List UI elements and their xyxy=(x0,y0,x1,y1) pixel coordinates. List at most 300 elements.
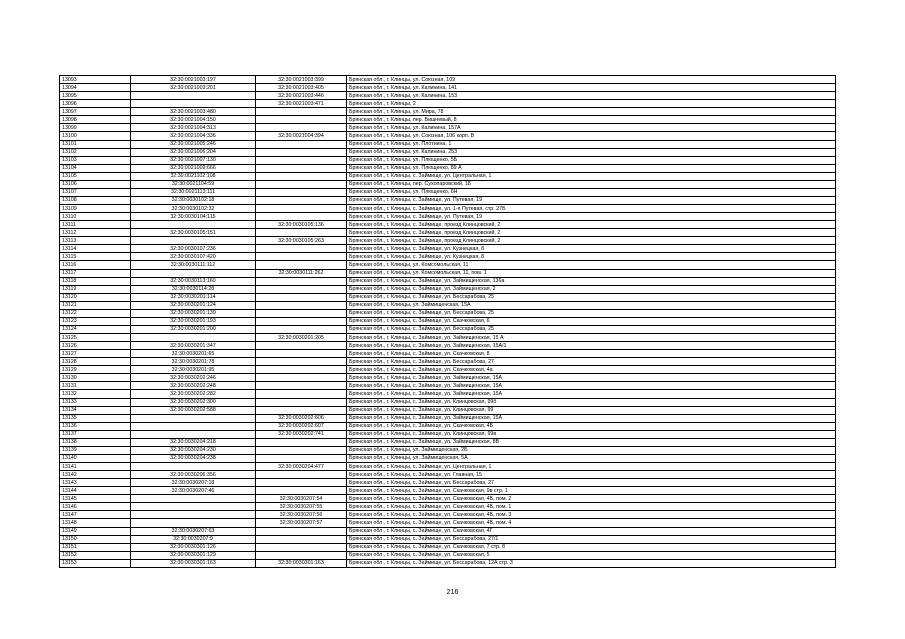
address-cell: Брянская обл., г. Клинцы, ул. Займищенская, 2Б xyxy=(347,446,836,454)
land-cadastral-cell: 32:30:0021004:313 xyxy=(131,124,256,132)
row-number-cell: 13133 xyxy=(60,398,131,406)
land-cadastral-cell: 32:30:0021009:666 xyxy=(131,164,256,172)
address-cell: Брянская обл., г. Клинцы, с. Займище, ул. 1-я Путевая, стр. 27Б xyxy=(347,205,836,213)
land-cadastral-cell xyxy=(131,269,256,277)
row-number-cell: 13146 xyxy=(60,503,131,511)
row-number-cell: 13104 xyxy=(60,164,131,172)
building-cadastral-cell: 32:30:0030204:477 xyxy=(256,463,347,471)
table-row xyxy=(60,108,836,116)
building-cadastral-cell xyxy=(256,309,347,317)
table-row xyxy=(60,156,836,164)
row-number-cell: 13107 xyxy=(60,188,131,196)
land-cadastral-cell xyxy=(131,430,256,438)
address-cell: Брянская обл., г. Клинцы, с. Займище, ул. Займищенская, 15А xyxy=(347,414,836,422)
building-cadastral-cell xyxy=(256,406,347,414)
table-row xyxy=(60,180,836,188)
building-cadastral-cell xyxy=(256,116,347,124)
table-row xyxy=(60,221,836,229)
row-number-cell: 13093 xyxy=(60,76,131,84)
land-cadastral-cell: 32:30:0030207:18 xyxy=(131,479,256,487)
address-cell: Брянская обл., г. Клинцы, ул. Союзная, 109 xyxy=(347,76,836,84)
row-number-cell: 13125 xyxy=(60,334,131,342)
row-number-cell: 13144 xyxy=(60,487,131,495)
land-cadastral-cell: 32:30:0021104:59 xyxy=(131,180,256,188)
table-row xyxy=(60,479,836,487)
table-row xyxy=(60,213,836,221)
address-cell: Брянская обл., г. Клинцы, с. Займище, ул. Бессарабова, 12А стр. 3 xyxy=(347,559,836,567)
row-number-cell: 13113 xyxy=(60,237,131,245)
building-cadastral-cell xyxy=(256,366,347,374)
address-cell: Брянская обл., г. Клинцы, с. Займище, проезд Клинцовский, 2 xyxy=(347,237,836,245)
address-cell: Брянская обл., г. Клинцы, ул. Калинина, 141 xyxy=(347,84,836,92)
building-cadastral-cell: 32:30:0030111:262 xyxy=(256,269,347,277)
building-cadastral-cell: 32:30:0021003:399 xyxy=(256,76,347,84)
building-cadastral-cell xyxy=(256,164,347,172)
address-cell: Брянская обл., г. Клинцы, ул. Калинина, 157А xyxy=(347,124,836,132)
address-cell: Брянская обл., г. Клинцы, с. Займище, ул. Займищенская, 15 А xyxy=(347,334,836,342)
land-cadastral-cell: 32:30:0021003:201 xyxy=(131,84,256,92)
table-row xyxy=(60,358,836,366)
row-number-cell: 13128 xyxy=(60,358,131,366)
address-cell: Брянская обл., г. Клинцы, с. Займище, ул. Скачковская, 4а xyxy=(347,366,836,374)
table-row xyxy=(60,245,836,253)
row-number-cell: 13114 xyxy=(60,245,131,253)
building-cadastral-cell xyxy=(256,350,347,358)
row-number-cell: 13119 xyxy=(60,285,131,293)
row-number-cell: 13101 xyxy=(60,140,131,148)
address-cell: Брянская обл., г. Клинцы, с. Займище, проезд Клинцовский, 2 xyxy=(347,229,836,237)
land-cadastral-cell: 32:30:0030202:248 xyxy=(131,382,256,390)
row-number-cell: 13117 xyxy=(60,269,131,277)
address-cell: Брянская обл., г. Клинцы, с. Займище, ул. Скачковская, 9в стр. 1 xyxy=(347,487,836,495)
land-cadastral-cell: 32:30:0030201:193 xyxy=(131,317,256,325)
row-number-cell: 13112 xyxy=(60,229,131,237)
table-row xyxy=(60,422,836,430)
table-row xyxy=(60,487,836,495)
building-cadastral-cell: 32:30:0030207:56 xyxy=(256,511,347,519)
land-cadastral-cell xyxy=(131,237,256,245)
row-number-cell: 13124 xyxy=(60,325,131,333)
table-row xyxy=(60,205,836,213)
row-number-cell: 13131 xyxy=(60,382,131,390)
building-cadastral-cell xyxy=(256,253,347,261)
row-number-cell: 13132 xyxy=(60,390,131,398)
building-cadastral-cell xyxy=(256,213,347,221)
table-row xyxy=(60,269,836,277)
address-cell: Брянская обл., г. Клинцы, с. Займище, ул. Скачковская, 7 стр. 8 xyxy=(347,543,836,551)
land-cadastral-cell: 32:30:0030105:151 xyxy=(131,229,256,237)
row-number-cell: 13109 xyxy=(60,205,131,213)
row-number-cell: 13103 xyxy=(60,156,131,164)
building-cadastral-cell: 32:30:0030105:136 xyxy=(256,221,347,229)
table-row xyxy=(60,342,836,350)
row-number-cell: 13139 xyxy=(60,446,131,454)
building-cadastral-cell xyxy=(256,293,347,301)
land-cadastral-cell: 32:30:0021003:480 xyxy=(131,108,256,116)
table-row xyxy=(60,463,836,471)
table-row xyxy=(60,229,836,237)
building-cadastral-cell: 32:30:0021003:405 xyxy=(256,84,347,92)
row-number-cell: 13134 xyxy=(60,406,131,414)
building-cadastral-cell xyxy=(256,487,347,495)
land-cadastral-cell xyxy=(131,334,256,342)
building-cadastral-cell: 32:30:0030207:54 xyxy=(256,495,347,503)
address-cell: Брянская обл., г. Клинцы, ул. Союзная, 106 корп. В xyxy=(347,132,836,140)
land-cadastral-cell: 32:30:0030201:124 xyxy=(131,301,256,309)
address-cell: Брянская обл., г. Клинцы, с. Займище, ул. Скачковская, 6 xyxy=(347,317,836,325)
land-cadastral-cell xyxy=(131,503,256,511)
building-cadastral-cell xyxy=(256,205,347,213)
table-row xyxy=(60,124,836,132)
row-number-cell: 13098 xyxy=(60,116,131,124)
table-row xyxy=(60,261,836,269)
land-cadastral-cell: 32:30:0030111:112 xyxy=(131,261,256,269)
address-cell: Брянская обл., г. Клинцы, ул. Калинина, 153 xyxy=(347,92,836,100)
row-number-cell: 13096 xyxy=(60,100,131,108)
address-cell: Брянская обл., г. Клинцы, с. Займище, ул. Клинцовская, 99б xyxy=(347,398,836,406)
land-cadastral-cell: 32:30:0021006:204 xyxy=(131,148,256,156)
land-cadastral-cell: 32:30:0030201:139 xyxy=(131,309,256,317)
table-row xyxy=(60,559,836,567)
address-cell: Брянская обл., г. Клинцы, ул. Комсомольская, 11 xyxy=(347,261,836,269)
table-row xyxy=(60,382,836,390)
table-row xyxy=(60,116,836,124)
table-row xyxy=(60,140,836,148)
row-number-cell: 13097 xyxy=(60,108,131,116)
row-number-cell: 13122 xyxy=(60,309,131,317)
land-cadastral-cell xyxy=(131,422,256,430)
address-cell: Брянская обл., г. Клинцы, с. Займище, ул. Кузнецкая, 8 xyxy=(347,245,836,253)
land-cadastral-cell: 32:30:0030201:95 xyxy=(131,366,256,374)
table-row xyxy=(60,495,836,503)
address-cell: Брянская обл., г. Клинцы, с. Займище, ул. Бессарабова, 25 xyxy=(347,309,836,317)
building-cadastral-cell xyxy=(256,382,347,390)
building-cadastral-cell xyxy=(256,285,347,293)
row-number-cell: 13105 xyxy=(60,172,131,180)
row-number-cell: 13123 xyxy=(60,317,131,325)
building-cadastral-cell xyxy=(256,229,347,237)
table-row xyxy=(60,196,836,204)
land-cadastral-cell: 32:30:0030207:46 xyxy=(131,487,256,495)
row-number-cell: 13121 xyxy=(60,301,131,309)
building-cadastral-cell: 32:30:0030105:263 xyxy=(256,237,347,245)
building-cadastral-cell xyxy=(256,108,347,116)
address-cell: Брянская обл., г. Клинцы, с. Займище, проезд Клинцовский, 2 xyxy=(347,221,836,229)
building-cadastral-cell xyxy=(256,180,347,188)
building-cadastral-cell xyxy=(256,471,347,479)
building-cadastral-cell xyxy=(256,196,347,204)
table-row xyxy=(60,301,836,309)
land-cadastral-cell: 32:30:0030201:65 xyxy=(131,350,256,358)
building-cadastral-cell xyxy=(256,527,347,535)
land-cadastral-cell: 32:30:0030301:126 xyxy=(131,543,256,551)
land-cadastral-cell: 32:30:0030201:78 xyxy=(131,358,256,366)
building-cadastral-cell xyxy=(256,454,347,462)
address-cell: Брянская обл., г. Клинцы, с. Займище, ул. Скачковская, 4Б, пом. 1 xyxy=(347,503,836,511)
table-row xyxy=(60,519,836,527)
row-number-cell: 13094 xyxy=(60,84,131,92)
address-cell: Брянская обл., г. Клинцы, с. Займище, ул. Бессарабова, 27 xyxy=(347,479,836,487)
row-number-cell: 13137 xyxy=(60,430,131,438)
address-cell: Брянская обл., г. Клинцы, с. Займище, ул. Скачковская, 4Г xyxy=(347,527,836,535)
table-row xyxy=(60,438,836,446)
address-cell: Брянская обл., г. Клинцы, с. Займище, ул. Бессарабова, 25 xyxy=(347,293,836,301)
address-cell: Брянская обл., г. Клинцы, ул. Плющенко, 5Б xyxy=(347,156,836,164)
land-cadastral-cell xyxy=(131,92,256,100)
row-number-cell: 13153 xyxy=(60,559,131,567)
table-row xyxy=(60,164,836,172)
land-cadastral-cell: 32:30:0030113:160 xyxy=(131,277,256,285)
building-cadastral-cell: 32:30:0021003:446 xyxy=(256,92,347,100)
address-cell: Брянская обл., г. Клинцы, с. Займище, ул. Займищенская, 8В xyxy=(347,438,836,446)
building-cadastral-cell: 32:30:0030207:57 xyxy=(256,519,347,527)
table-row xyxy=(60,188,836,196)
land-cadastral-cell: 32:30:0030102:32 xyxy=(131,205,256,213)
land-cadastral-cell: 32:30:0030207:9 xyxy=(131,535,256,543)
address-cell: Брянская обл., г. Клинцы, с. Займище, ул. Скачковская, 8 xyxy=(347,350,836,358)
row-number-cell: 13145 xyxy=(60,495,131,503)
address-cell: Брянская обл., г. Клинцы, с. Займище, ул. Скачковская, 4Б, пом. 3 xyxy=(347,511,836,519)
address-cell: Брянская обл., г. Клинцы, с. Займище, ул. Скачковская, 4Б, пом. 2 xyxy=(347,495,836,503)
building-cadastral-cell xyxy=(256,543,347,551)
row-number-cell: 13111 xyxy=(60,221,131,229)
address-cell: Брянская обл., г. Клинцы, с. Займище, ул. Скачковская, 4Б, пом. 4 xyxy=(347,519,836,527)
building-cadastral-cell xyxy=(256,325,347,333)
table-row xyxy=(60,398,836,406)
land-cadastral-cell: 32:30:0030204:218 xyxy=(131,438,256,446)
building-cadastral-cell: 32:30:0030202:607 xyxy=(256,422,347,430)
row-number-cell: 13100 xyxy=(60,132,131,140)
building-cadastral-cell xyxy=(256,438,347,446)
table-row xyxy=(60,414,836,422)
address-cell: Брянская обл., г. Клинцы, с. Займище, ул. Центральная, 1 xyxy=(347,463,836,471)
row-number-cell: 13138 xyxy=(60,438,131,446)
table-row xyxy=(60,92,836,100)
table-row xyxy=(60,366,836,374)
row-number-cell: 13150 xyxy=(60,535,131,543)
row-number-cell: 13143 xyxy=(60,479,131,487)
table-row xyxy=(60,551,836,559)
address-cell: Брянская обл., г. Клинцы, 2 xyxy=(347,100,836,108)
building-cadastral-cell xyxy=(256,156,347,164)
table-row xyxy=(60,325,836,333)
building-cadastral-cell xyxy=(256,479,347,487)
table-row xyxy=(60,454,836,462)
table-row xyxy=(60,148,836,156)
address-cell: Брянская обл., г. Клинцы, с. Займище, ул. Скачковская, 5 xyxy=(347,551,836,559)
address-cell: Брянская обл., г. Клинцы, с. Займище, ул. Кузнецкая, 8 xyxy=(347,253,836,261)
building-cadastral-cell: 32:30:0030207:55 xyxy=(256,503,347,511)
row-number-cell: 13116 xyxy=(60,261,131,269)
row-number-cell: 13149 xyxy=(60,527,131,535)
building-cadastral-cell xyxy=(256,301,347,309)
address-cell: Брянская обл., г. Клинцы, с. Займище, ул. Бессарабова, 27 xyxy=(347,358,836,366)
table-row xyxy=(60,317,836,325)
address-cell: Брянская обл., г. Клинцы, с. Займище, ул. Займищенская, 2 xyxy=(347,285,836,293)
address-cell: Брянская обл., г. Клинцы, с. Займище, ул. Бессарабова, 27/1 xyxy=(347,535,836,543)
row-number-cell: 13130 xyxy=(60,374,131,382)
building-cadastral-cell xyxy=(256,317,347,325)
building-cadastral-cell xyxy=(256,277,347,285)
building-cadastral-cell xyxy=(256,140,347,148)
land-cadastral-cell: 32:30:0021003:197 xyxy=(131,76,256,84)
row-number-cell: 13127 xyxy=(60,350,131,358)
table-row xyxy=(60,471,836,479)
address-cell: Брянская обл., г. Клинцы, с. Займище, ул. Путевая, 19 xyxy=(347,213,836,221)
address-cell: Брянская обл., г. Клинцы, ул. Займищенская, 15А xyxy=(347,301,836,309)
land-cadastral-cell xyxy=(131,414,256,422)
land-cadastral-cell xyxy=(131,463,256,471)
land-cadastral-cell: 32:30:0030206:356 xyxy=(131,471,256,479)
land-cadastral-cell: 32:30:0021102:108 xyxy=(131,172,256,180)
land-cadastral-cell xyxy=(131,100,256,108)
table-row xyxy=(60,285,836,293)
building-cadastral-cell: 32:30:0030301:163 xyxy=(256,559,347,567)
building-cadastral-cell xyxy=(256,446,347,454)
row-number-cell: 13126 xyxy=(60,342,131,350)
land-cadastral-cell: 32:30:0030202:246 xyxy=(131,374,256,382)
table-row xyxy=(60,277,836,285)
land-cadastral-cell: 32:30:0030301:129 xyxy=(131,551,256,559)
row-number-cell: 13141 xyxy=(60,463,131,471)
land-cadastral-cell xyxy=(131,495,256,503)
land-cadastral-cell xyxy=(131,221,256,229)
table-row xyxy=(60,543,836,551)
address-cell: Брянская обл., г. Клинцы, с. Займище, ул. Главная, 15 xyxy=(347,471,836,479)
building-cadastral-cell xyxy=(256,124,347,132)
address-cell: Брянская обл., г. Клинцы, с. Займище, ул. Займищенская, 15А/1 xyxy=(347,342,836,350)
land-cadastral-cell: 32:30:0030102:18 xyxy=(131,196,256,204)
building-cadastral-cell: 32:30:0030202:606 xyxy=(256,414,347,422)
land-cadastral-cell: 32:30:0021113:111 xyxy=(131,188,256,196)
table-row xyxy=(60,446,836,454)
address-cell: Брянская обл., г. Клинцы, ул. Плющенко, 6Н xyxy=(347,188,836,196)
row-number-cell: 13106 xyxy=(60,180,131,188)
row-number-cell: 13110 xyxy=(60,213,131,221)
row-number-cell: 13151 xyxy=(60,543,131,551)
building-cadastral-cell xyxy=(256,148,347,156)
land-cadastral-cell: 32:30:0030107:236 xyxy=(131,245,256,253)
address-cell: Брянская обл., г. Клинцы, ул. Плющенко, 89 А xyxy=(347,164,836,172)
land-cadastral-cell: 32:30:0021004:150 xyxy=(131,116,256,124)
land-cadastral-cell: 32:30:0030201:347 xyxy=(131,342,256,350)
row-number-cell: 13136 xyxy=(60,422,131,430)
table-row xyxy=(60,430,836,438)
address-cell: Брянская обл., г. Клинцы, с. Займище, ул. Скачковская, 4Б xyxy=(347,422,836,430)
registry-table xyxy=(59,75,836,568)
building-cadastral-cell: 32:30:0030202:741 xyxy=(256,430,347,438)
land-cadastral-cell: 32:30:0021004:336 xyxy=(131,132,256,140)
row-number-cell: 13118 xyxy=(60,277,131,285)
building-cadastral-cell: 32:30:0021003:471 xyxy=(256,100,347,108)
address-cell: Брянская обл., г. Клинцы, ул. Займищенская, 5А xyxy=(347,454,836,462)
table-row xyxy=(60,334,836,342)
row-number-cell: 13142 xyxy=(60,471,131,479)
row-number-cell: 13147 xyxy=(60,511,131,519)
row-number-cell: 13129 xyxy=(60,366,131,374)
building-cadastral-cell xyxy=(256,535,347,543)
table-row xyxy=(60,253,836,261)
page-number: 216 xyxy=(446,589,459,596)
row-number-cell: 13108 xyxy=(60,196,131,204)
row-number-cell: 13135 xyxy=(60,414,131,422)
building-cadastral-cell xyxy=(256,172,347,180)
table-row xyxy=(60,309,836,317)
table-row xyxy=(60,76,836,84)
address-cell: Брянская обл., г. Клинцы, с. Займище, ул. Центральная, 1 xyxy=(347,172,836,180)
land-cadastral-cell xyxy=(131,511,256,519)
land-cadastral-cell: 32:30:0030202:588 xyxy=(131,406,256,414)
land-cadastral-cell: 32:30:0021007:130 xyxy=(131,156,256,164)
row-number-cell: 13102 xyxy=(60,148,131,156)
land-cadastral-cell: 32:30:0030104:115 xyxy=(131,213,256,221)
address-cell: Брянская обл., г. Клинцы, ул. Комсомольская, 11, пом. 1 xyxy=(347,269,836,277)
building-cadastral-cell xyxy=(256,390,347,398)
address-cell: Брянская обл., г. Клинцы, с. Займище, ул. Клинцовская, 99в xyxy=(347,430,836,438)
building-cadastral-cell xyxy=(256,188,347,196)
address-cell: Брянская обл., г. Клинцы, с. Займище, ул. Клинцовская, 99 xyxy=(347,406,836,414)
table-row xyxy=(60,293,836,301)
table-row xyxy=(60,132,836,140)
table-row xyxy=(60,350,836,358)
address-cell: Брянская обл., г. Клинцы, ул. Мира, 78 xyxy=(347,108,836,116)
table-row xyxy=(60,527,836,535)
address-cell: Брянская обл., г. Клинцы, пер. Вишневый, 8 xyxy=(347,116,836,124)
land-cadastral-cell: 32:30:0030204:238 xyxy=(131,454,256,462)
land-cadastral-cell: 32:30:0021005:246 xyxy=(131,140,256,148)
land-cadastral-cell: 32:30:0030201:114 xyxy=(131,293,256,301)
address-cell: Брянская обл., г. Клинцы, ул. Калинина, 253 xyxy=(347,148,836,156)
row-number-cell: 13120 xyxy=(60,293,131,301)
row-number-cell: 13152 xyxy=(60,551,131,559)
building-cadastral-cell xyxy=(256,374,347,382)
table-row xyxy=(60,535,836,543)
building-cadastral-cell xyxy=(256,398,347,406)
table-row xyxy=(60,390,836,398)
row-number-cell: 13115 xyxy=(60,253,131,261)
building-cadastral-cell xyxy=(256,358,347,366)
land-cadastral-cell xyxy=(131,519,256,527)
address-cell: Брянская обл., г. Клинцы, с. Займище, ул. Займищенская, 15А xyxy=(347,382,836,390)
building-cadastral-cell xyxy=(256,261,347,269)
building-cadastral-cell: 32:30:0021004:394 xyxy=(256,132,347,140)
table-row xyxy=(60,406,836,414)
address-cell: Брянская обл., г. Клинцы, с. Займище, ул. Путевая, 19 xyxy=(347,196,836,204)
address-cell: Брянская обл., г. Клинцы, с. Займище, ул. Займищенская, 136а xyxy=(347,277,836,285)
table-row xyxy=(60,374,836,382)
building-cadastral-cell xyxy=(256,342,347,350)
table-row xyxy=(60,237,836,245)
row-number-cell: 13095 xyxy=(60,92,131,100)
land-cadastral-cell: 32:30:0030207:63 xyxy=(131,527,256,535)
land-cadastral-cell: 32:30:0030114:28 xyxy=(131,285,256,293)
land-cadastral-cell: 32:30:0030202:300 xyxy=(131,398,256,406)
registry-table-body xyxy=(60,76,836,568)
address-cell: Брянская обл., г. Клинцы, с. Займище, ул. Займищенская, 15А xyxy=(347,374,836,382)
land-cadastral-cell: 32:30:0030204:230 xyxy=(131,446,256,454)
table-row xyxy=(60,172,836,180)
land-cadastral-cell: 32:30:0030201:200 xyxy=(131,325,256,333)
table-row xyxy=(60,511,836,519)
row-number-cell: 13148 xyxy=(60,519,131,527)
row-number-cell: 13140 xyxy=(60,454,131,462)
land-cadastral-cell: 32:30:0030301:163 xyxy=(131,559,256,567)
building-cadastral-cell xyxy=(256,551,347,559)
table-row xyxy=(60,503,836,511)
address-cell: Брянская обл., г. Клинцы, пер. Сухопаровский, 18 xyxy=(347,180,836,188)
land-cadastral-cell: 32:30:0030202:282 xyxy=(131,390,256,398)
table-row xyxy=(60,100,836,108)
